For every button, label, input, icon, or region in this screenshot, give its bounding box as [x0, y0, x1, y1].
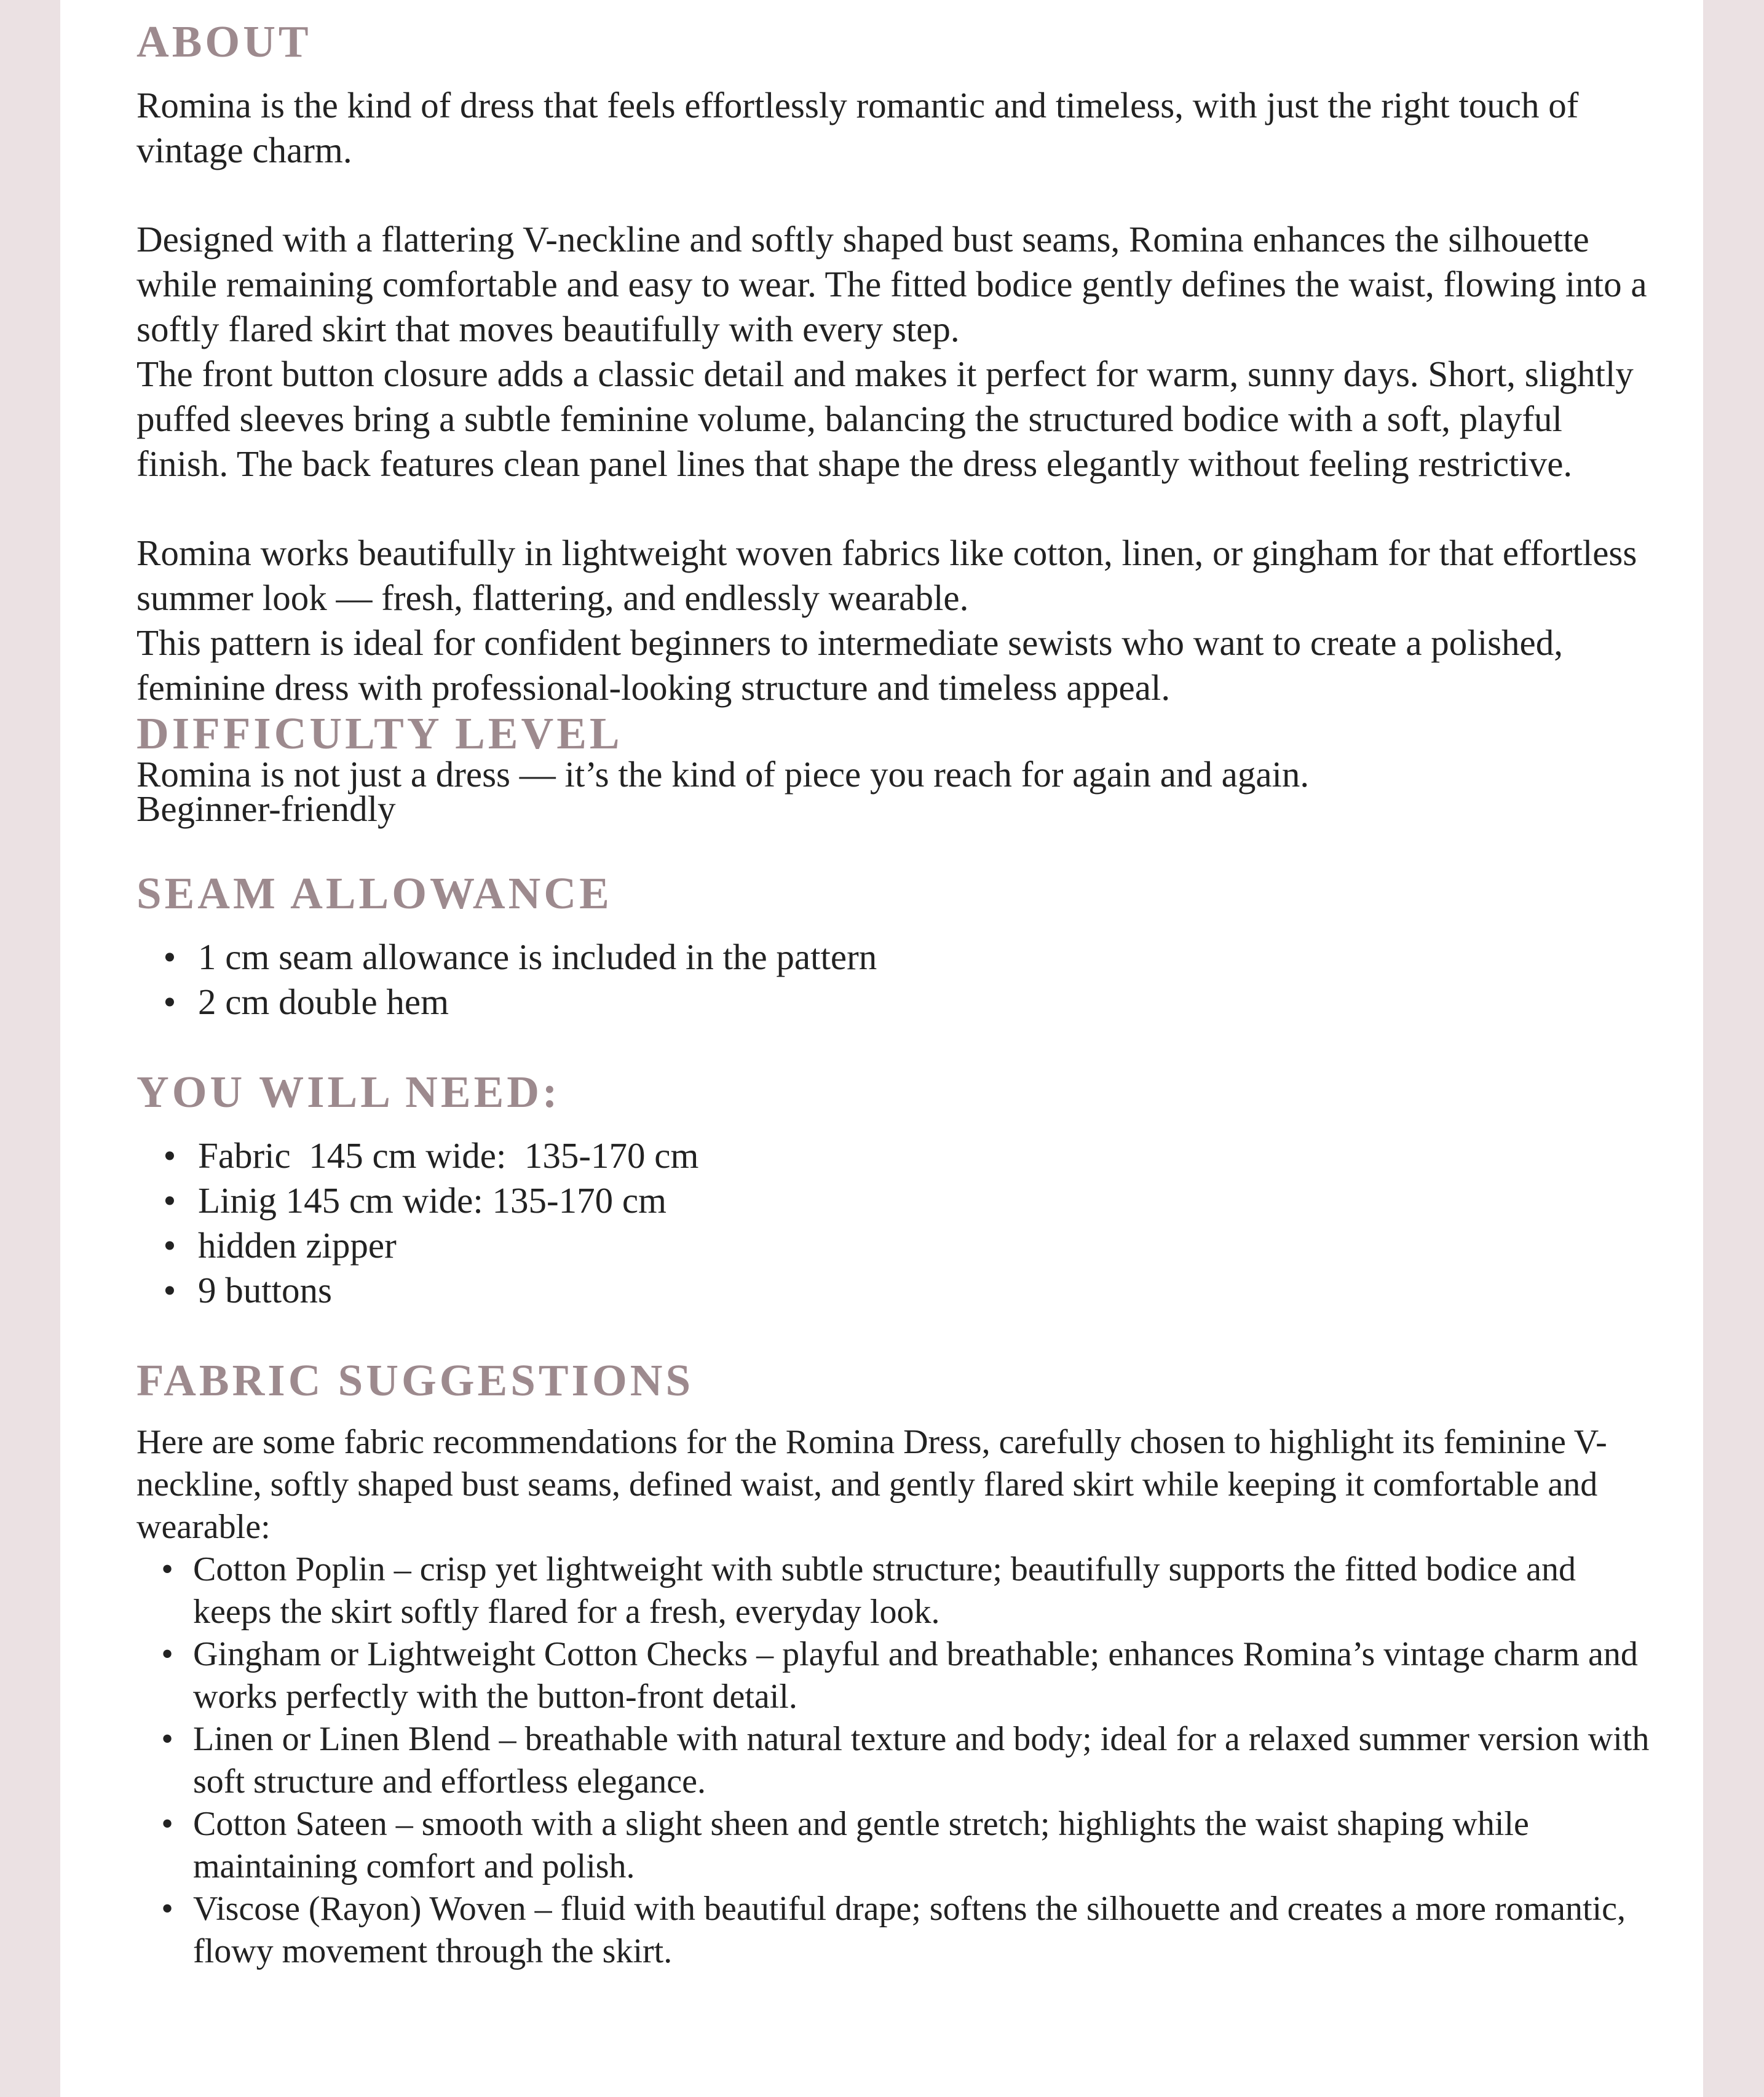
about-paragraph-3: The front button closure adds a classic detail and makes it perfect for warm, sunny days. Short, slightly puffed sleeves bring a subtle feminine volume, balancing the structured bodice with a soft, playful finish. The back features clean panel lines that shape the dress elegantly without feeling restrictive.: [136, 353, 1634, 484]
bullet-icon: •: [163, 1179, 176, 1221]
list-item: • 9 buttons: [136, 1268, 1661, 1313]
list-item: • Linig 145 cm wide: 135-170 cm: [136, 1178, 1661, 1223]
bullet-icon: •: [163, 1224, 176, 1266]
bullet-icon: •: [161, 1720, 173, 1759]
list-item: • Gingham or Lightweight Cotton Checks – playful and breathable; enhances Romina’s vintage charm and works perfectly with the button-front detail.: [136, 1633, 1661, 1718]
difficulty-description: Romina is not just a dress — it’s the kind of piece you reach for again and again.: [136, 754, 1310, 795]
bullet-icon: •: [163, 1135, 176, 1176]
difficulty-section: [136, 708, 1661, 830]
list-item: • Viscose (Rayon) Woven – fluid with beautiful drape; softens the silhouette and creates a more romantic, flowy movement through the skirt.: [136, 1888, 1661, 1973]
document-content: [136, 18, 1661, 1973]
you-will-need-heading: YOU WILL NEED:: [136, 1066, 561, 1117]
list-item: • 1 cm seam allowance is included in the pattern: [136, 935, 1661, 980]
materials-list: [136, 1133, 1661, 1313]
about-heading: ABOUT: [136, 17, 312, 66]
bullet-icon: •: [161, 1805, 173, 1844]
fabric-suggestions-list: [136, 1548, 1661, 1973]
list-item: • Cotton Sateen – smooth with a slight sheen and gentle stretch; highlights the waist shaping while maintaining comfort and polish.: [136, 1803, 1661, 1888]
difficulty-heading: DIFFICULTY LEVEL: [136, 708, 623, 758]
list-item: • 2 cm double hem: [136, 980, 1661, 1025]
bullet-icon: •: [163, 981, 176, 1022]
list-item: • hidden zipper: [136, 1223, 1661, 1268]
about-paragraph-1: Romina is the kind of dress that feels effortlessly romantic and timeless, with just the right touch of vintage charm.: [136, 84, 1579, 170]
about-paragraph-4: Romina works beautifully in lightweight woven fabrics like cotton, linen, or gingham for that effortless summer look — fresh, flattering, and endlessly wearable.: [136, 532, 1637, 618]
bullet-icon: •: [161, 1550, 173, 1589]
fabric-suggestions-intro: Here are some fabric recommendations for the Romina Dress, carefully chosen to highlight its feminine V-neckline, softly shaped bust seams, defined waist, and gently flared skirt while keeping it comfortable and wearable:: [136, 1423, 1607, 1547]
list-item: • Linen or Linen Blend – breathable with natural texture and body; ideal for a relaxed summer version with soft structure and effortless elegance.: [136, 1718, 1661, 1803]
about-paragraph-2: Designed with a flattering V-neckline and softly shaped bust seams, Romina enhances the silhouette while remaining comfortable and easy to wear. The fitted bodice gently defines the waist, flowing into a softly flared skirt that moves beautifully with every step.: [136, 218, 1647, 349]
bullet-icon: •: [163, 1269, 176, 1310]
bullet-icon: •: [163, 936, 176, 977]
bullet-icon: •: [161, 1890, 173, 1929]
seam-allowance-list: [136, 935, 1661, 1025]
list-item: • Cotton Poplin – crisp yet lightweight with subtle structure; beautifully supports the fitted bodice and keeps the skirt softly flared for a fresh, everyday look.: [136, 1548, 1661, 1633]
difficulty-level-value: Beginner-friendly: [136, 788, 396, 830]
seam-allowance-heading: SEAM ALLOWANCE: [136, 868, 612, 919]
about-paragraph-5: This pattern is ideal for confident beginners to intermediate sewists who want to create a polished, feminine dress with professional-looking structure and timeless appeal.: [136, 622, 1563, 708]
list-item: • Fabric 145 cm wide: 135-170 cm: [136, 1133, 1661, 1178]
document-page: [60, 0, 1703, 2097]
bullet-icon: •: [161, 1635, 173, 1674]
fabric-suggestions-heading: FABRIC SUGGESTIONS: [136, 1355, 694, 1405]
